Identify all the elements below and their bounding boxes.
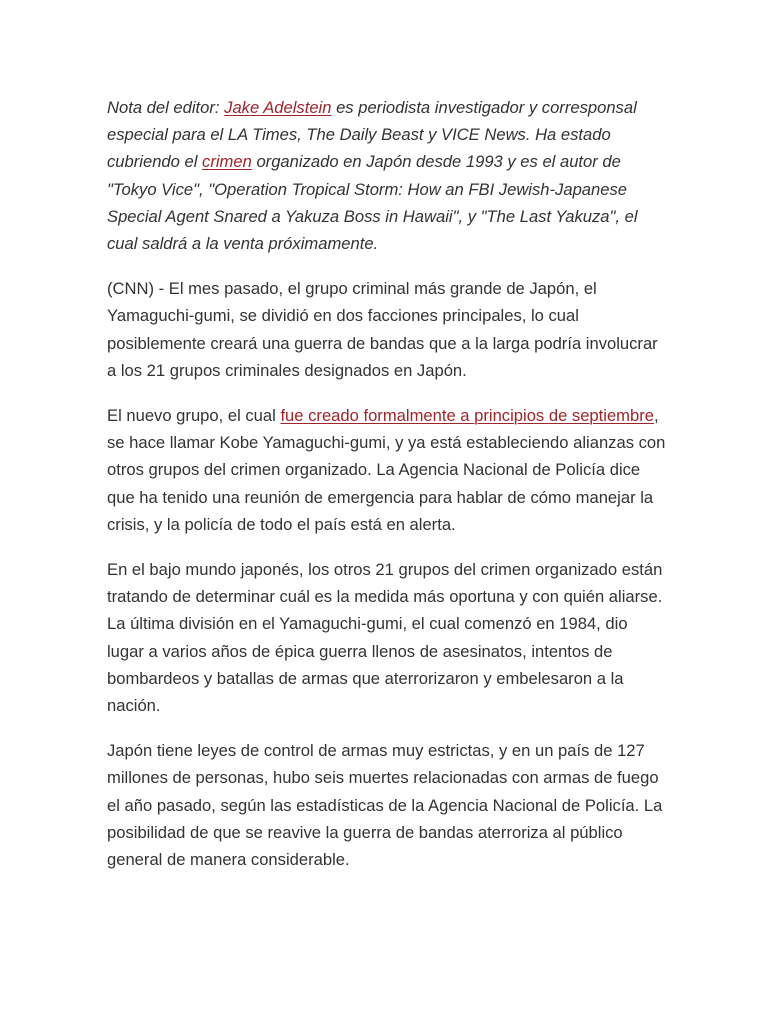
crime-link[interactable]: crimen (202, 152, 252, 172)
paragraph-3: En el bajo mundo japonés, los otros 21 grupos del crimen organizado están tratando de determinar cuál es la medida más oportuna y con quién aliarse. La última división en el Yamaguchi-gumi, el cual comenzó en 1984, dio lugar a varios años de épica guerra llenos de asesinatos, intentos de bombardeos y batallas de armas que aterrorizaron y embelesaron a la nación. (107, 560, 663, 716)
paragraph-1: (CNN) - El mes pasado, el grupo criminal más grande de Japón, el Yamaguchi-gumi, se dividió en dos facciones principales, lo cual posiblemente creará una guerra de bandas que a la larga podría involucrar a los 21 grupos criminales designados en Japón. (107, 279, 658, 380)
paragraph-2 (107, 402, 668, 538)
editor-note-text-1: es periodista investigador y corresponsal especial para el LA Times, The Daily Beast y VICE News. Ha estado cubriendo el (107, 98, 637, 172)
editor-note-prefix: Nota del editor: (107, 98, 225, 117)
september-creation-link[interactable]: fue creado formalmente a principios de septiembre (280, 406, 654, 426)
paragraph-4: Japón tiene leyes de control de armas muy estrictas, y en un país de 127 millones de personas, hubo seis muertes relacionadas con armas de fuego el año pasado, según las estadísticas de la Agencia Nacional de Policía. La posibilidad de que se reavive la guerra de bandas aterroriza al público general de manera considerable. (107, 741, 663, 870)
editor-note-text-2: organizado en Japón desde 1993 y es el autor de "Tokyo Vice", "Operation Tropical Storm: How an FBI Jewish-Japanese Special Agent Snared a Yakuza Boss in Hawaii", y "The Last Yakuza", el cual saldrá a la venta próximamente. (107, 152, 638, 254)
paragraph-2-text-2: , se hace llamar Kobe Yamaguchi-gumi, y ya está estableciendo alianzas con otros grupos del crimen organizado. La Agencia Nacional de Policía dice que ha tenido una reunión de emergencia para hablar de cómo manejar la crisis, y la policía de todo el país está en alerta. (107, 406, 666, 534)
author-link[interactable]: Jake Adelstein (224, 98, 332, 117)
editor-note (107, 94, 668, 257)
paragraph-2-text-1: El nuevo grupo, el cual (107, 406, 281, 426)
